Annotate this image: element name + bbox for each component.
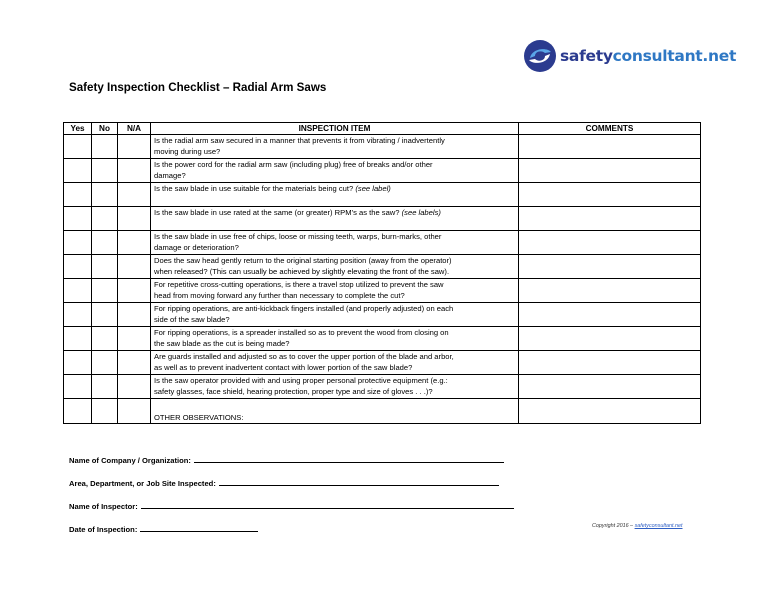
item-text-line2: damage or deterioration? xyxy=(154,243,239,253)
inspector-field xyxy=(69,500,514,511)
item-text-line1: Does the saw head gently return to the original starting position (away from the operator) xyxy=(154,256,452,265)
other-observations-row xyxy=(64,399,701,424)
no-cell[interactable] xyxy=(92,231,118,255)
item-text-line1: Is the radial arm saw secured in a manner that prevents it from vibrating / inadvertently xyxy=(154,136,445,145)
comments-cell[interactable] xyxy=(519,183,701,207)
table-row xyxy=(64,135,701,159)
no-cell[interactable] xyxy=(92,375,118,399)
company-label: Name of Company / Organization: xyxy=(69,456,191,465)
item-text-line1: For ripping operations, are anti-kickback fingers installed (and properly adjusted) on each xyxy=(154,304,454,313)
item-text-line2: the saw blade as the cut is being made? xyxy=(154,339,290,349)
header-yes: Yes xyxy=(64,123,92,135)
item-text-line1: Is the saw operator provided with and using proper personal protective equipment (e.g.: xyxy=(154,376,448,385)
header-na: N/A xyxy=(118,123,151,135)
yes-cell[interactable] xyxy=(64,135,92,159)
na-cell[interactable] xyxy=(118,183,151,207)
comments-cell[interactable] xyxy=(519,399,701,424)
item-text-line1: Is the power cord for the radial arm saw (including plug) free of breaks and/or other xyxy=(154,160,433,169)
table-row xyxy=(64,255,701,279)
inspection-item xyxy=(151,375,519,399)
na-cell[interactable] xyxy=(118,135,151,159)
na-cell[interactable] xyxy=(118,327,151,351)
inspection-item xyxy=(151,159,519,183)
item-text-line1: Is the saw blade in use free of chips, loose or missing teeth, warps, burn-marks, other xyxy=(154,232,442,241)
comments-cell[interactable] xyxy=(519,255,701,279)
no-cell[interactable] xyxy=(92,135,118,159)
item-note: (see labels) xyxy=(401,208,441,217)
na-cell[interactable] xyxy=(118,207,151,231)
header-comments: COMMENTS xyxy=(519,123,701,135)
date-label: Date of Inspection: xyxy=(69,525,138,534)
area-input-line[interactable] xyxy=(219,477,499,486)
inspector-input-line[interactable] xyxy=(141,500,514,509)
no-cell[interactable] xyxy=(92,303,118,327)
yes-cell[interactable] xyxy=(64,375,92,399)
item-text-line2: safety glasses, face shield, hearing protection, proper type and size of gloves . . .)? xyxy=(154,387,433,397)
no-cell[interactable] xyxy=(92,399,118,424)
inspection-item xyxy=(151,183,519,207)
inspector-label: Name of Inspector: xyxy=(69,502,138,511)
comments-cell[interactable] xyxy=(519,159,701,183)
yes-cell[interactable] xyxy=(64,207,92,231)
item-text-line1: Are guards installed and adjusted so as to cover the upper portion of the blade and arbor, xyxy=(154,352,454,361)
yes-cell[interactable] xyxy=(64,399,92,424)
item-text-line2: side of the saw blade? xyxy=(154,315,230,325)
no-cell[interactable] xyxy=(92,183,118,207)
item-text-line2: moving during use? xyxy=(154,147,221,157)
table-row xyxy=(64,279,701,303)
table-row xyxy=(64,231,701,255)
item-text-line2: as well as to prevent inadvertent contact with lower portion of the saw blade? xyxy=(154,363,413,373)
table-row xyxy=(64,207,701,231)
yes-cell[interactable] xyxy=(64,303,92,327)
item-text-line2: head from moving forward any further than necessary to complete the cut? xyxy=(154,291,405,301)
comments-cell[interactable] xyxy=(519,207,701,231)
no-cell[interactable] xyxy=(92,279,118,303)
inspection-checklist-table xyxy=(63,122,701,424)
inspection-item xyxy=(151,231,519,255)
safetyconsultant-logo-icon xyxy=(523,39,557,73)
item-note: (see label) xyxy=(355,184,391,193)
na-cell[interactable] xyxy=(118,375,151,399)
yes-cell[interactable] xyxy=(64,351,92,375)
document-title: Safety Inspection Checklist – Radial Arm Saws xyxy=(69,81,327,94)
na-cell[interactable] xyxy=(118,255,151,279)
inspection-item xyxy=(151,351,519,375)
inspection-item xyxy=(151,135,519,159)
no-cell[interactable] xyxy=(92,207,118,231)
area-label: Area, Department, or Job Site Inspected: xyxy=(69,479,216,488)
header-inspection-item: INSPECTION ITEM xyxy=(151,123,519,135)
na-cell[interactable] xyxy=(118,159,151,183)
na-cell[interactable] xyxy=(118,279,151,303)
company-input-line[interactable] xyxy=(194,454,504,463)
copyright-notice: Copyright 2016 – safetyconsultant.net xyxy=(592,523,683,529)
area-field xyxy=(69,477,499,488)
no-cell[interactable] xyxy=(92,255,118,279)
no-cell[interactable] xyxy=(92,351,118,375)
comments-cell[interactable] xyxy=(519,135,701,159)
yes-cell[interactable] xyxy=(64,159,92,183)
company-logo xyxy=(523,39,736,73)
logo-wordmark: safetyconsultant.net xyxy=(560,47,737,65)
comments-cell[interactable] xyxy=(519,279,701,303)
no-cell[interactable] xyxy=(92,159,118,183)
item-text-line2: when released? (This can usually be achieved by slightly elevating the front of the saw). xyxy=(154,267,450,277)
yes-cell[interactable] xyxy=(64,279,92,303)
no-cell[interactable] xyxy=(92,327,118,351)
na-cell[interactable] xyxy=(118,303,151,327)
inspection-item xyxy=(151,327,519,351)
yes-cell[interactable] xyxy=(64,231,92,255)
table-row xyxy=(64,351,701,375)
item-text-line1: Is the saw blade in use suitable for the materials being cut? xyxy=(154,184,354,193)
yes-cell[interactable] xyxy=(64,183,92,207)
inspection-item xyxy=(151,279,519,303)
inspection-item xyxy=(151,207,519,231)
table-row xyxy=(64,375,701,399)
na-cell[interactable] xyxy=(118,351,151,375)
table-row xyxy=(64,183,701,207)
header-no: No xyxy=(92,123,118,135)
other-observations-label[interactable]: OTHER OBSERVATIONS: xyxy=(151,399,519,424)
table-row xyxy=(64,327,701,351)
yes-cell[interactable] xyxy=(64,327,92,351)
comments-cell[interactable] xyxy=(519,351,701,375)
comments-cell[interactable] xyxy=(519,231,701,255)
item-text-line1: For ripping operations, is a spreader installed so as to prevent the wood from closing on xyxy=(154,328,449,337)
inspection-item xyxy=(151,255,519,279)
na-cell[interactable] xyxy=(118,231,151,255)
item-text-line1: Is the saw blade in use rated at the same (or greater) RPM’s as the saw? xyxy=(154,208,400,217)
comments-cell[interactable] xyxy=(519,327,701,351)
date-field xyxy=(69,523,258,534)
item-text-line1: For repetitive cross-cutting operations, is there a travel stop utilized to prevent the saw xyxy=(154,280,444,289)
date-input-line[interactable] xyxy=(140,523,258,532)
item-text-line2: damage? xyxy=(154,171,186,181)
comments-cell[interactable] xyxy=(519,375,701,399)
table-row xyxy=(64,159,701,183)
table-row xyxy=(64,303,701,327)
comments-cell[interactable] xyxy=(519,303,701,327)
company-field xyxy=(69,454,504,465)
yes-cell[interactable] xyxy=(64,255,92,279)
inspection-item xyxy=(151,303,519,327)
table-header-row xyxy=(64,123,701,135)
copyright-link[interactable]: safetyconsultant.net xyxy=(634,523,683,529)
na-cell[interactable] xyxy=(118,399,151,424)
